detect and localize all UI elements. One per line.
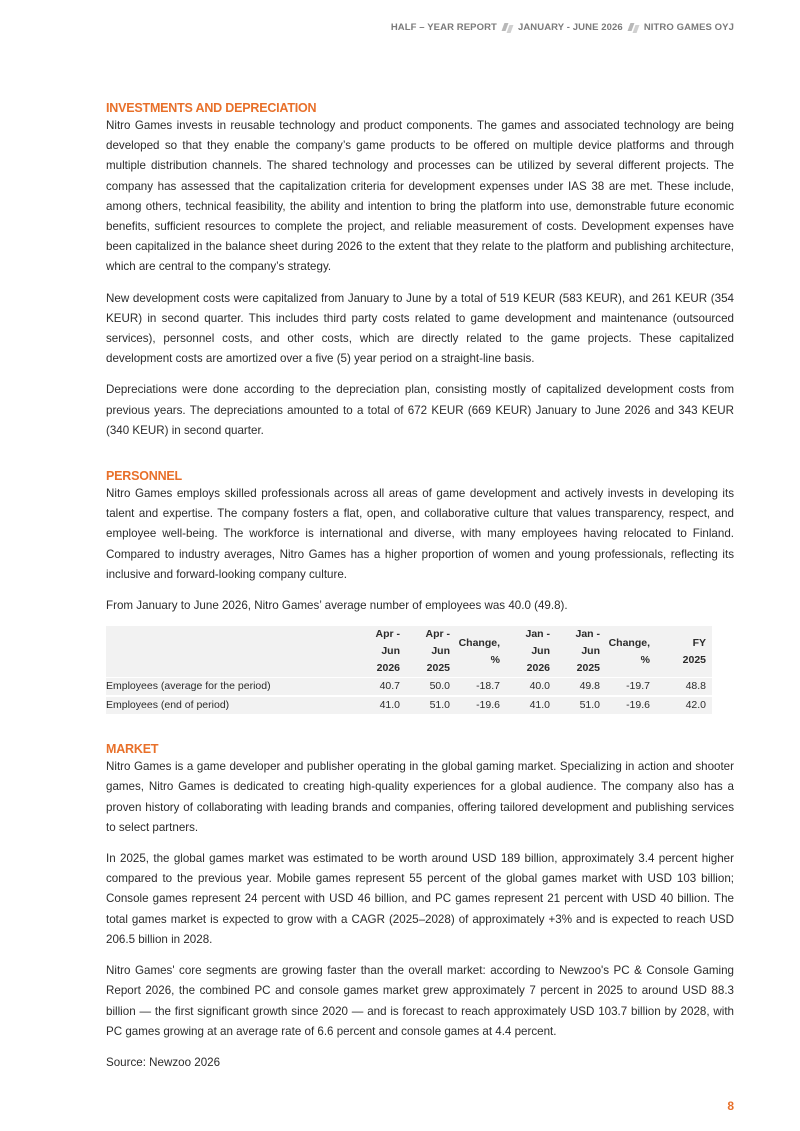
table-row	[106, 696, 712, 714]
col-header: Jan - Jun 2026	[506, 626, 556, 678]
col-header: Change, %	[606, 626, 656, 678]
investments-paragraph-1: Nitro Games invests in reusable technology and product components. The games and associated technology are being developed so that they enable the company’s game products to be offered on multiple device platforms and through multiple distribution channels. The shared technology and processes can be utilized by several different projects. The company has assessed that the capitalization criteria for development expenses under IAS 38 are met. These include, among others, technical feasibility, the ability and intention to bring the platform into use, demonstrable future economic benefits, sufficient resources to complete the project, and reliable measurement of costs. Development expenses have been capitalized in the balance sheet during 2026 to the extent that they relate to the platform and publishing architecture, which are central to the company’s strategy.	[106, 119, 734, 274]
page-number: 8	[727, 1099, 734, 1113]
market-paragraph-2: In 2025, the global games market was estimated to be worth around USD 189 billion, approximately 3.4 percent higher compared to the previous year. Mobile games represent 55 percent of the global games market with USD 103 billion; Console games represent 24 percent with USD 46 billion, and PC games represent 21 percent with USD 40 billion. The total games market is expected to grow with a CAGR (2025–2028) of approximately +3% and is expected to reach USD 206.5 billion in 2028.	[106, 852, 734, 946]
investments-paragraph-3: Depreciations were done according to the depreciation plan, consisting mostly of capitalized development costs from previous years. The depreciations amounted to a total of 672 KEUR (669 KEUR) January to June 2026 and 343 KEUR (340 KEUR) in second quarter.	[106, 383, 734, 437]
investments-heading: INVESTMENTS AND DEPRECIATION	[106, 101, 317, 115]
personnel-paragraph-1: Nitro Games employs skilled professionals across all areas of game development and actively invests in developing its talent and expertise. The company fosters a flat, open, and collaborative culture that values transparency, respect, and employee well-being. The workforce is international and diverse, with many employees having relocated to Finland. Compared to industry averages, Nitro Games has a higher proportion of women and young professionals, reflecting its inclusive and forward-looking company culture.	[106, 487, 734, 581]
table-cell: 42.0	[656, 696, 712, 714]
table-cell: -18.7	[456, 678, 506, 697]
market-paragraph-3: Nitro Games' core segments are growing faster than the overall market: according to Newzoo's PC & Console Gaming Report 2026, the combined PC and console games market grew approximately 7 percent in 2025 to around USD 88.3 billion — the first significant growth since 2020 — and is forecast to reach approximately USD 103.7 billion by 2028, with PC games growing at an average rate of 6.6 percent and console games at 4.4 percent.	[106, 964, 734, 1038]
col-header: Apr - Jun 2025	[406, 626, 456, 678]
investments-paragraph-2: New development costs were capitalized from January to June by a total of 519 KEUR (583 KEUR), and 261 KEUR (354 KEUR) in second quarter. This includes third party costs related to game development and maintenance (outsourced services), personnel costs, and other costs, which are directly related to the game projects. These capitalized development costs are amortized over a five (5) year period on a straight-line basis.	[106, 291, 734, 366]
table-cell: 49.8	[556, 678, 606, 697]
market-paragraph-1: Nitro Games is a game developer and publisher operating in the global gaming market. Specializing in action and shooter games, Nitro Games is dedicated to creating high-quality experiences for a global audience. The company also has a proven history of collaborating with leading brands and companies, offering tailored development and publishing services to select partners.	[106, 760, 734, 834]
header-company: NITRO GAMES OYJ	[643, 22, 734, 33]
row-label: Employees (end of period)	[106, 696, 356, 714]
table-cell: -19.7	[606, 678, 656, 697]
col-header: Apr - Jun 2026	[356, 626, 406, 678]
table-row	[106, 678, 712, 697]
header-report-type: HALF – YEAR REPORT	[390, 22, 497, 33]
personnel-heading: PERSONNEL	[106, 469, 182, 484]
table-cell: 51.0	[556, 696, 606, 714]
page-content	[106, 100, 734, 1073]
table-cell: 50.0	[406, 678, 456, 697]
page-header	[391, 22, 734, 33]
header-separator-icon	[629, 22, 638, 33]
col-header: Jan - Jun 2025	[556, 626, 606, 678]
personnel-paragraph-2: From January to June 2026, Nitro Games’ average number of employees was 40.0 (49.8).	[106, 599, 568, 613]
employees-table	[106, 626, 712, 714]
col-header: FY 2025	[656, 626, 712, 678]
market-source: Source: Newzoo 2026	[106, 1055, 221, 1069]
header-period: JANUARY - JUNE 2026	[517, 22, 623, 33]
table-cell: -19.6	[456, 696, 506, 714]
table-cell: 40.7	[356, 678, 406, 697]
table-cell: 48.8	[656, 678, 712, 697]
header-separator-icon	[503, 22, 512, 33]
table-cell: 40.0	[506, 678, 556, 697]
table-cell: 41.0	[356, 696, 406, 714]
col-header: Change, %	[456, 626, 506, 678]
table-cell: 51.0	[406, 696, 456, 714]
market-heading: MARKET	[106, 742, 159, 757]
row-label: Employees (average for the period)	[106, 678, 356, 697]
table-header-row	[106, 626, 712, 678]
table-cell: 41.0	[506, 696, 556, 714]
table-cell: -19.6	[606, 696, 656, 714]
